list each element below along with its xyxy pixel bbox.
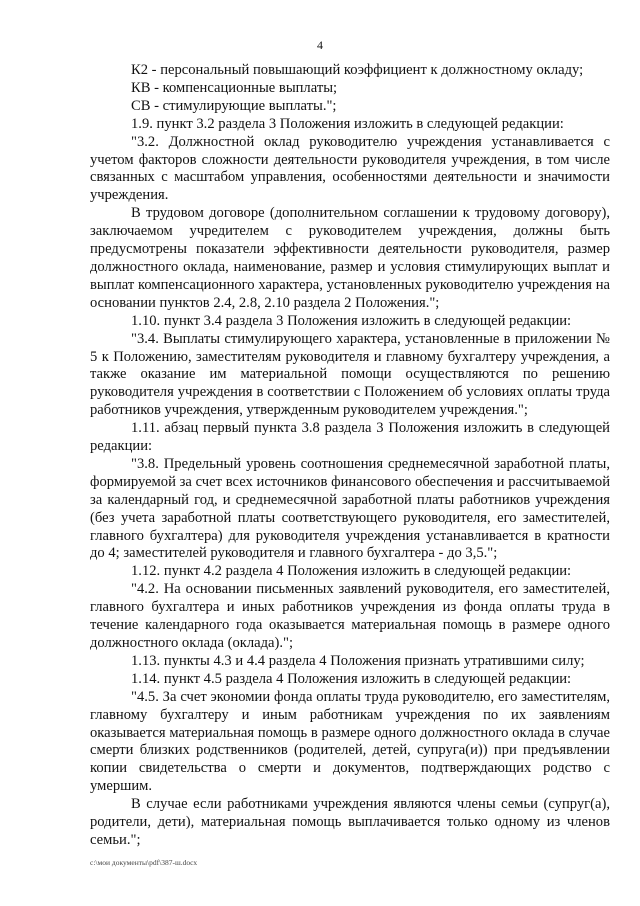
paragraph-3-2: "3.2. Должностной оклад руководителю учреждения устанавливается с учетом факторов сложности деятельности руководителя учреждения, в том числе связанных с масштабом управления, особенностями деятельности и значимости учреждения.: [90, 133, 610, 204]
paragraph-kv: КВ - компенсационные выплаты;: [131, 79, 338, 96]
paragraph-1-11: 1.11. абзац первый пункта 3.8 раздела 3 Положения изложить в следующей редакции:: [90, 420, 610, 455]
page-number: 4: [317, 38, 323, 52]
paragraph-4-2: "4.2. На основании письменных заявлений руководителя, его заместителей, главного бухгалтера и иных работников учреждения из фонда оплаты труда в течение календарного года оказывается материальная помощь в размере одного должностного оклада (оклада).";: [90, 581, 610, 651]
paragraph-1-12: 1.12. пункт 4.2 раздела 4 Положения изложить в следующей редакции:: [131, 563, 572, 580]
paragraph-1-13: 1.13. пункты 4.3 и 4.4 раздела 4 Положения признать утратившими силу;: [131, 652, 585, 669]
document-body: [90, 62, 610, 850]
paragraph-3-8: "3.8. Предельный уровень соотношения среднемесячной заработной платы, формируемой за счет всех источников финансового обеспечения и рассчитываемой за календарный год, и среднемесячной заработной платы работников учреждения (без учета заработной платы соответствующего руководителя, его заместителей, главного бухгалтера) для руководителя учреждения устанавливается в кратности до 4; заместителей руководителя и главного бухгалтера - до 3,5.";: [90, 455, 610, 562]
paragraph-4-5: "4.5. За счет экономии фонда оплаты труда руководителю, его заместителям, главному бухгалтеру и иным работникам учреждения по их заявлениям оказывается материальная помощь в размере одного должностного оклада в случае смерти близких родственников (родителей, детей, супруга(и)) при предъявлении копии свидетельства о смерти и документов, подтверждающих родство с умершим.: [90, 688, 610, 795]
footer-file-path: c:\мои документы\pdf\387-ш.docx: [90, 858, 198, 867]
paragraph-3-4: "3.4. Выплаты стимулирующего характера, установленные в приложении № 5 к Положению, заместителям руководителя и главному бухгалтеру учреждения, а также оказание им материальной помощи осуществляются по решению руководителя учреждения в соответствии с Положением об условиях оплаты труда работников учреждения, утвержденным руководителем учреждения.";: [90, 330, 610, 419]
paragraph-1-10: 1.10. пункт 3.4 раздела 3 Положения изложить в следующей редакции:: [131, 312, 572, 329]
paragraph-1-14: 1.14. пункт 4.5 раздела 4 Положения изложить в следующей редакции:: [131, 670, 572, 687]
paragraph-k2: К2 - персональный повышающий коэффициент к должностному окладу;: [131, 62, 584, 78]
paragraph-1-9: 1.9. пункт 3.2 раздела 3 Положения изложить в следующей редакции:: [131, 115, 564, 132]
paragraph-sv: СВ - стимулирующие выплаты.";: [131, 97, 337, 114]
paragraph-family-members: В случае если работниками учреждения являются члены семьи (супруг(а), родители, дети), материальная помощь выплачивается только одному из членов семьи.";: [90, 796, 610, 848]
paragraph-labor-contract: В трудовом договоре (дополнительном соглашении к трудовому договору), заключаемом учредителем с руководителем учреждения, должны быть предусмотрены показатели эффективности деятельности руководителя, размер должностного оклада, наименование, размер и условия стимулирующих выплат и выплат компенсационного характера, установленных руководителю учреждения на основании пунктов 2.4, 2.8, 2.10 раздела 2 Положения.";: [90, 205, 610, 311]
